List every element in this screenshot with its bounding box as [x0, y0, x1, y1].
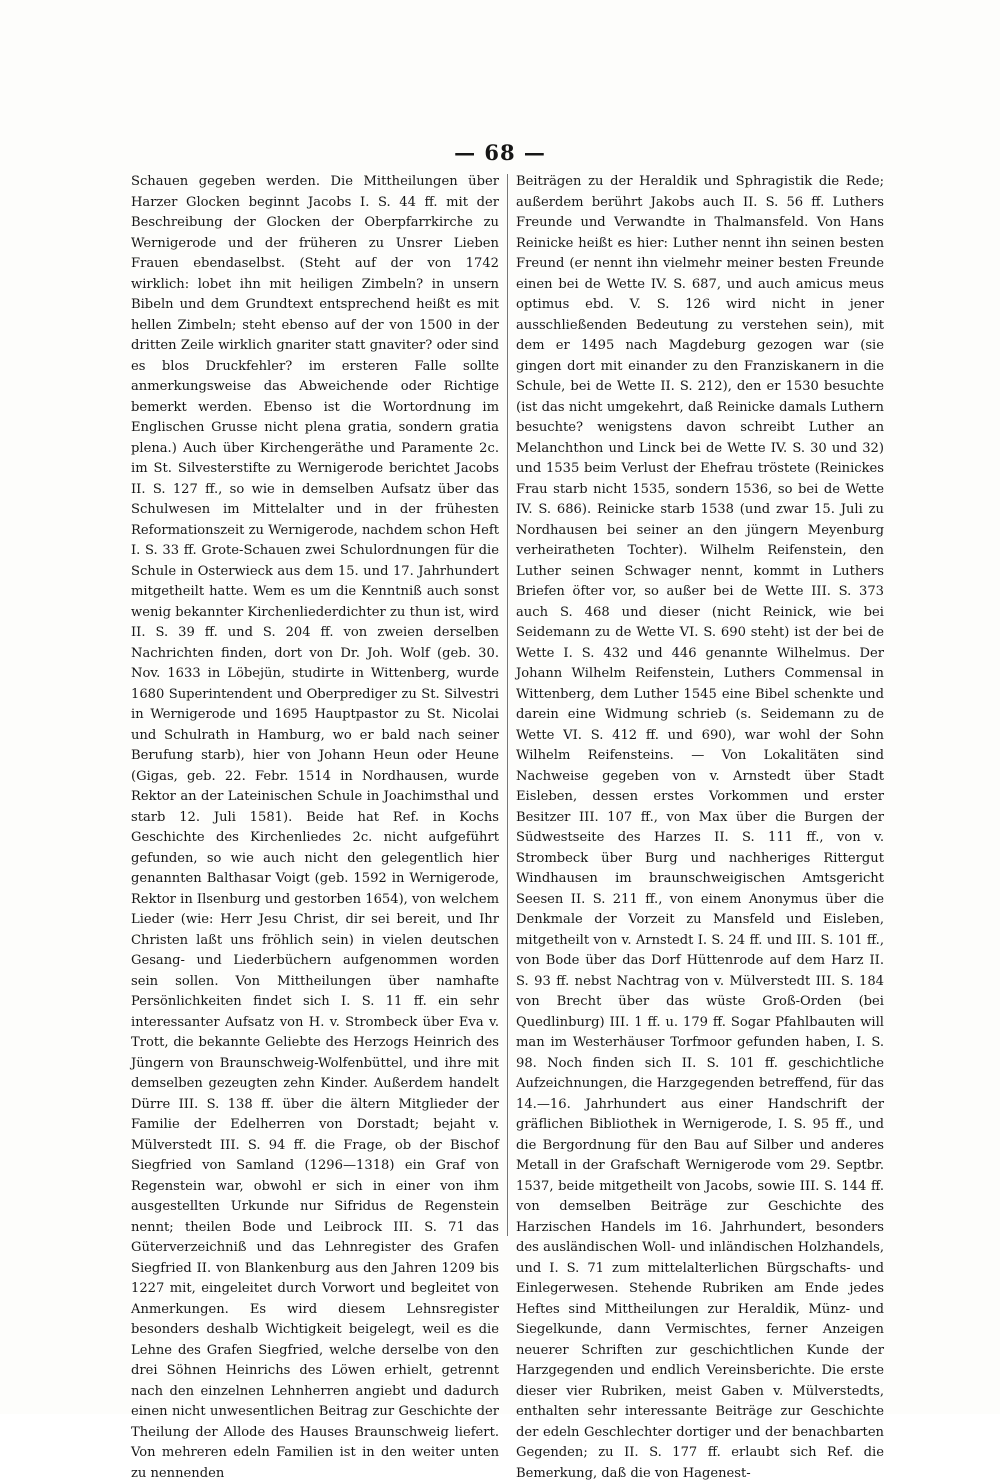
column-divider: [507, 174, 508, 1236]
left-column: [131, 172, 499, 1484]
left-column-text: Schauen gegeben werden. Die Mittheilungen über Harzer Glocken beginnt Jacobs I. S. 44 ff. mit der Beschreibung der Glocken der Oberpfarrkirche zu Wernigerode und der früheren zu Unsrer Lieben Frauen ebendaselbst. (Steht auf der von 1742 wirklich: lobet ihn mit heiligen Zimbeln? in unsern Bibeln und dem Grundtext entsprechend heißt es mit hellen Zimbeln; steht ebenso auf der von 1500 in der dritten Zeile wirklich gnariter statt gnaviter? oder sind es blos Druckfehler? im ersteren Falle sollte anmerkungsweise das Abweichende oder Richtige bemerkt werden. Ebenso ist die Wortordnung im Englischen Grusse nicht plena gratia, sondern gratia plena.) Auch über Kirchengeräthe und Paramente 2c. im St. Silvesterstifte zu Wernigerode berichtet Jacobs II. S. 127 ff., so wie in demselben Aufsatz über das Schulwesen im Mittelalter und in der frühesten Reformationszeit zu Wernigerode, nachdem schon Heft I. S. 33 ff. Grote-Schauen zwei Schulordnungen für die Schule in Osterwieck aus dem 15. und 17. Jahrhundert mitgetheilt hatte. Wem es um die Kenntniß auch sonst wenig bekannter Kirchenliederdichter zu thun ist, wird II. S. 39 ff. und S. 204 ff. von zweien derselben Nachrichten finden, dort von Dr. Joh. Wolf (geb. 30. Nov. 1633 in Löbejün, studirte in Wittenberg, wurde 1680 Superintendent und Oberprediger zu St. Silvestri in Wernigerode und 1695 Hauptpastor zu St. Nicolai und Schulrath in Hamburg, wo er bald nach seiner Berufung starb), hier von Johann Heun oder Heune (Gigas, geb. 22. Febr. 1514 in Nordhausen, wurde Rektor an der Lateinischen Schule in Joachimsthal und starb 12. Juli 1581). Beide hat Ref. in Kochs Geschichte des Kirchenliedes 2c. nicht aufgeführt gefunden, so wie auch nicht den gelegentlich hier genannten Balthasar Voigt (geb. 1592 in Wernigerode, Rektor in Ilsenburg und gestorben 1654), von welchem Lieder (wie: Herr Jesu Christ, dir sei bereit, und Ihr Christen laßt uns fröhlich sein) in vielen deutschen Gesang- und Liederbüchern aufgenommen worden sein sollen. Von Mittheilungen über namhafte Persönlichkeiten findet sich I. S. 11 ff. ein sehr interessanter Aufsatz von H. v. Strombeck über Eva v. Trott, die bekannte Geliebte des Herzogs Heinrich des Jüngern von Braunschweig-Wolfenbüttel, und ihre mit demselben gezeugten zehn Kinder. Außerdem handelt Dürre III. S. 138 ff. über die ältern Mitglieder der Familie der Edelherren von Dorstadt; bejaht v. Mülverstedt III. S. 94 ff. die Frage, ob der Bischof Siegfried von Samland (1296—1318) ein Graf von Regenstein war, obwohl er sich in einer von ihm ausgestellten Urkunde nur Sifridus de Regenstein nennt; theilen Bode und Leibrock III. S. 71 das Güterverzeichniß und das Lehnregister des Grafen Siegfried II. von Blankenburg aus den Jahren 1209 bis 1227 mit, eingeleitet durch Vorwort und begleitet von Anmerkungen. Es wird diesem Lehnsregister besonders deshalb Wichtigkeit beigelegt, weil es die Lehne des Grafen Siegfried, welche derselbe von den drei Söhnen Heinrichs des Löwen erhielt, getrennt nach den einzelnen Lehnherren angiebt und dadurch einen nicht unwesentlichen Beitrag zur Geschichte der Theilung der Allode des Hauses Braunschweig liefert. Von mehreren edeln Familien ist in den weiter unten zu nennenden: [131, 174, 499, 1481]
page-number: — 68 —: [454, 140, 546, 165]
right-column: [516, 172, 884, 1484]
right-column-text: Beiträgen zu der Heraldik und Sphragistik die Rede; außerdem berührt Jakobs auch II. S. 56 ff. Luthers Freunde und Verwandte in Thalmansfeld. Von Hans Reinicke heißt es hier: Luther nennt ihn seinen besten Freund (er nennt ihn vielmehr meiner besten Freunde einen bei de Wette IV. S. 687, und auch amicus meus optimus ebd. V. S. 126 wird nicht in jener ausschließenden Bedeutung zu verstehen sein), mit dem er 1495 nach Magdeburg gezogen war (sie gingen dort mit einander zu den Franziskanern in die Schule, bei de Wette II. S. 212), den er 1530 besuchte (ist das nicht umgekehrt, daß Reinicke damals Luthern besuchte? wenigstens davon schreibt Luther an Melanchthon und Linck bei de Wette IV. S. 30 und 32) und 1535 beim Verlust der Ehefrau tröstete (Reinickes Frau starb nicht 1535, sondern 1536, so bei de Wette IV. S. 686). Reinicke starb 1538 (und zwar 15. Juli zu Nordhausen bei seiner an den jüngern Meyenburg verheiratheten Tochter). Wilhelm Reifenstein, den Luther seinen Schwager nennt, kommt in Luthers Briefen öfter vor, so außer bei de Wette III. S. 373 auch S. 468 und dieser (nicht Reinick, wie bei Seidemann zu de Wette VI. S. 690 steht) ist der bei de Wette I. S. 432 und 446 genannte Wilhelmus. Der Johann Wilhelm Reifenstein, Luthers Commensal in Wittenberg, dem Luther 1545 eine Bibel schenkte und darein eine Widmung schrieb (s. Seidemann zu de Wette VI. S. 412 ff. und 690), war wohl der Sohn Wilhelm Reifensteins. — Von Lokalitäten sind Nachweise gegeben von v. Arnstedt über Stadt Eisleben, dessen erstes Vorkommen und erster Besitzer III. 107 ff., von Max über die Burgen der Südwestseite des Harzes II. S. 111 ff., von v. Strombeck über Burg und nachheriges Rittergut Windhausen im braunschweigischen Amtsgericht Seesen II. S. 211 ff., von einem Anonymus über die Denkmale der Vorzeit zu Mansfeld und Eisleben, mitgetheilt von v. Arnstedt I. S. 24 ff. und III. S. 101 ff., von Bode über das Dorf Hüttenrode auf dem Harz II. S. 93 ff. nebst Nachtrag von v. Mülverstedt III. S. 184 von Brecht über das wüste Groß-Orden (bei Quedlinburg) III. 1 ff. u. 179 ff. Sogar Pfahlbauten will man im Westerhäuser Torfmoor gefunden haben, I. S. 98. Noch finden sich II. S. 101 ff. geschichtliche Aufzeichnungen, die Harzgegenden betreffend, für das 14.—16. Jahrhundert aus einer Handschrift der gräflichen Bibliothek in Wernigerode, I. S. 95 ff., und die Bergordnung für den Bau auf Silber und anderes Metall in der Grafschaft Wernigerode vom 29. Septbr. 1537, beide mitgetheilt von Jacobs, sowie III. S. 144 ff. von demselben Beiträge zur Geschichte des Harzischen Handels im 16. Jahrhundert, besonders des ausländischen Woll- und inländischen Holzhandels, und I. S. 71 zum mittelalterlichen Bürgschafts- und Einlegerwesen. Stehende Rubriken am Ende jedes Heftes sind Mittheilungen zur Heraldik, Münz- und Siegelkunde, dann Vermischtes, ferner Anzeigen neuerer Schriften zur geschichtlichen Kunde der Harzgegenden und endlich Vereinsberichte. Die erste dieser vier Rubriken, meist Gaben v. Mülverstedts, enthalten sehr interessante Beiträge zur Geschichte der edeln Geschlechter dortiger und der benachbarten Gegenden; zu II. S. 177 ff. erlaubt sich Ref. die Bemerkung, daß die von Hagenest-: [516, 174, 884, 1481]
